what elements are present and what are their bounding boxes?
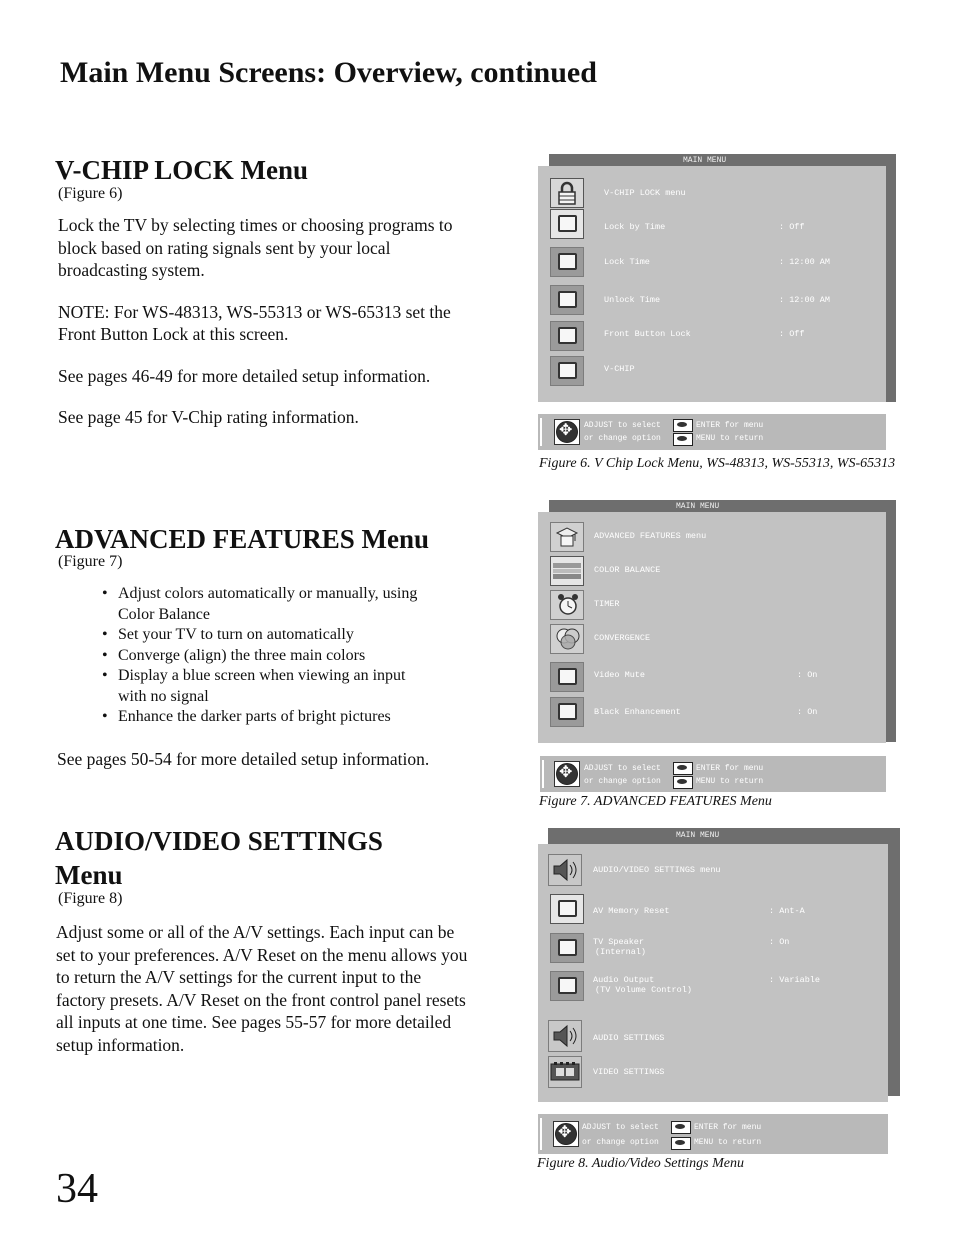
- help-bar: [538, 414, 886, 450]
- vchip-figure-ref: (Figure 6): [58, 185, 123, 202]
- screen-title: MAIN MENU: [676, 831, 720, 840]
- tv-icon: [558, 215, 577, 232]
- menu-item-icon-tile[interactable]: [550, 624, 584, 654]
- speaker-icon: [551, 1023, 579, 1049]
- screen-title: MAIN MENU: [676, 502, 720, 511]
- menu-item-convergence[interactable]: CONVERGENCE: [594, 633, 651, 643]
- menu-item-icon-tile: [548, 854, 582, 886]
- menu-item-audio-output[interactable]: Audio Output: [593, 975, 655, 985]
- convergence-icon: [555, 627, 581, 651]
- help-change: or change option: [584, 777, 661, 786]
- tv-icon: [558, 668, 577, 685]
- menu-item-icon-tile[interactable]: [550, 247, 584, 277]
- menu-value-unlock-time: : 12:00 AM: [779, 295, 831, 305]
- menu-value-black-enhancement: : On: [797, 707, 818, 717]
- menu-item-audio-settings[interactable]: AUDIO SETTINGS: [593, 1033, 665, 1043]
- menu-value-av-memory-reset: : Ant-A: [769, 906, 805, 916]
- menu-item-icon-tile[interactable]: [550, 556, 584, 586]
- tv-icon: [558, 253, 577, 270]
- menu-value-front-button-lock: : Off: [779, 329, 805, 339]
- menu-item-lock-by-time[interactable]: Lock by Time: [604, 222, 666, 232]
- enter-button-icon: [673, 419, 693, 432]
- menu-item-icon-tile[interactable]: [550, 209, 584, 239]
- menu-button-icon: [673, 776, 693, 789]
- menu-value-audio-output: : Variable: [769, 975, 821, 985]
- menu-item-tv-speaker-sub: (Internal): [595, 947, 647, 957]
- help-adjust: ADJUST to select: [584, 764, 661, 773]
- bullet-item: • Display a blue screen when viewing an input with no signal: [102, 666, 432, 707]
- enter-button-icon: [671, 1121, 691, 1134]
- figure-6-caption: Figure 6. V Chip Lock Menu, WS-48313, WS-55313, WS-65313: [539, 456, 896, 471]
- vchip-rating-ref: See page 45 for V-Chip rating information.: [58, 407, 359, 427]
- tv-icon: [558, 703, 577, 720]
- menu-item-vchip[interactable]: V-CHIP: [604, 364, 635, 374]
- menu-item-black-enhancement[interactable]: Black Enhancement: [594, 707, 681, 717]
- menu-item-video-mute[interactable]: Video Mute: [594, 670, 646, 680]
- advanced-menu-screen: [538, 500, 896, 744]
- bullet-item: • Adjust colors automatically or manually, using Color Balance: [102, 584, 432, 625]
- menu-value-lock-by-time: : Off: [779, 222, 805, 232]
- menu-value-video-mute: : On: [797, 670, 818, 680]
- menu-item-color-balance[interactable]: COLOR BALANCE: [594, 565, 661, 575]
- help-change: or change option: [582, 1138, 659, 1147]
- menu-item-audio-output-sub: (TV Volume Control): [595, 985, 692, 995]
- enter-button-icon: [673, 762, 693, 775]
- tv-icon: [558, 291, 577, 308]
- vchip-setup-ref: See pages 46-49 for more detailed setup information.: [58, 365, 431, 386]
- menu-item-icon-tile[interactable]: [550, 697, 584, 727]
- graduation-cap-icon: [555, 526, 579, 548]
- vchip-menu-screen: [538, 154, 896, 404]
- av-figure-ref: (Figure 8): [58, 890, 123, 907]
- help-enter: ENTER for menu: [694, 1123, 762, 1132]
- alarm-clock-icon: [556, 593, 580, 617]
- help-menu: MENU to return: [696, 434, 764, 443]
- help-adjust: ADJUST to select: [584, 421, 661, 430]
- menu-item-lock-time[interactable]: Lock Time: [604, 257, 650, 267]
- av-paragraph: Adjust some or all of the A/V settings. Each input can be set to your preferences. A/V Reset on the menu allows you to return the A/V settings for the current input to the factory presets. A/V Reset on the front control panel resets all inputs at one time. See pages 55-57 for more detailed setup information.: [56, 922, 468, 1055]
- speaker-icon: [551, 857, 579, 883]
- bullet-item: • Converge (align) the three main colors: [102, 646, 432, 667]
- bullet-item: • Enhance the darker parts of bright pictures: [102, 707, 432, 728]
- menu-value-tv-speaker: : On: [769, 937, 790, 947]
- vchip-menu-header: V-CHIP LOCK menu: [604, 188, 686, 198]
- av-heading-line2: Menu: [55, 860, 123, 890]
- menu-item-unlock-time[interactable]: Unlock Time: [604, 295, 661, 305]
- menu-item-icon-tile[interactable]: [548, 1020, 582, 1052]
- tv-icon: [558, 327, 577, 344]
- help-enter: ENTER for menu: [696, 764, 764, 773]
- help-adjust: ADJUST to select: [582, 1123, 659, 1132]
- dpad-icon: [553, 1121, 579, 1147]
- menu-button-icon: [671, 1137, 691, 1150]
- tv-icon: [558, 900, 577, 917]
- menu-item-icon-tile[interactable]: [550, 933, 584, 963]
- figure-7-caption: Figure 7. ADVANCED FEATURES Menu: [539, 794, 772, 809]
- menu-item-video-settings[interactable]: VIDEO SETTINGS: [593, 1067, 665, 1077]
- help-menu: MENU to return: [696, 777, 764, 786]
- bullet-item: • Set your TV to turn on automatically: [102, 625, 432, 646]
- page-number: 34: [56, 1166, 98, 1212]
- vchip-note: NOTE: For WS-48313, WS-55313 or WS-65313 set the Front Button Lock at this screen.: [58, 301, 451, 344]
- lock-icon: [557, 181, 577, 205]
- page-title: Main Menu Screens: Overview, continued: [60, 56, 597, 89]
- menu-button-icon: [673, 433, 693, 446]
- menu-item-icon-tile[interactable]: [550, 321, 584, 351]
- av-menu-screen: [538, 828, 900, 1102]
- vchip-paragraph: Lock the TV by selecting times or choosing programs to block based on rating signals sent by your local broadcasting system.: [58, 215, 453, 280]
- menu-item-av-memory-reset[interactable]: AV Memory Reset: [593, 906, 670, 916]
- dpad-icon: [554, 419, 580, 445]
- menu-item-tv-speaker[interactable]: TV Speaker: [593, 937, 645, 947]
- av-heading-line1: AUDIO/VIDEO SETTINGS: [55, 826, 383, 856]
- menu-item-icon-tile: [550, 522, 584, 552]
- figure-8-caption: Figure 8. Audio/Video Settings Menu: [537, 1156, 744, 1171]
- menu-item-icon-tile[interactable]: [550, 662, 584, 692]
- menu-item-icon-tile[interactable]: [548, 1056, 582, 1088]
- help-change: or change option: [584, 434, 661, 443]
- help-menu: MENU to return: [694, 1138, 762, 1147]
- color-balance-icon: [553, 563, 581, 579]
- vchip-heading: V-CHIP LOCK Menu: [55, 155, 309, 185]
- menu-item-icon-tile[interactable]: [550, 971, 584, 1001]
- menu-item-icon-tile[interactable]: [550, 285, 584, 315]
- menu-item-icon-tile[interactable]: [550, 590, 584, 620]
- tv-icon: [558, 939, 577, 956]
- menu-item-icon-tile[interactable]: [550, 894, 584, 924]
- tv-icon: [558, 362, 577, 379]
- advanced-setup-ref: See pages 50-54 for more detailed setup information.: [57, 749, 430, 769]
- help-enter: ENTER for menu: [696, 421, 764, 430]
- menu-item-front-button-lock[interactable]: Front Button Lock: [604, 329, 691, 339]
- vchip-text: [58, 214, 468, 429]
- advanced-bullet-list: [102, 584, 432, 728]
- av-menu-header: AUDIO/VIDEO SETTINGS menu: [593, 865, 721, 875]
- advanced-menu-header: ADVANCED FEATURES menu: [594, 531, 707, 541]
- menu-value-lock-time: : 12:00 AM: [779, 257, 831, 267]
- dpad-icon: [554, 761, 580, 787]
- advanced-figure-ref: (Figure 7): [58, 553, 123, 570]
- help-bar: [540, 756, 886, 792]
- lock-tile: [550, 178, 584, 208]
- menu-item-icon-tile[interactable]: [550, 356, 584, 386]
- menu-item-timer[interactable]: TIMER: [594, 599, 620, 609]
- advanced-heading: ADVANCED FEATURES Menu: [55, 524, 430, 554]
- help-bar: [538, 1114, 888, 1154]
- tv-icon: [558, 977, 577, 994]
- screen-title: MAIN MENU: [683, 156, 727, 165]
- film-icon: [550, 1061, 580, 1083]
